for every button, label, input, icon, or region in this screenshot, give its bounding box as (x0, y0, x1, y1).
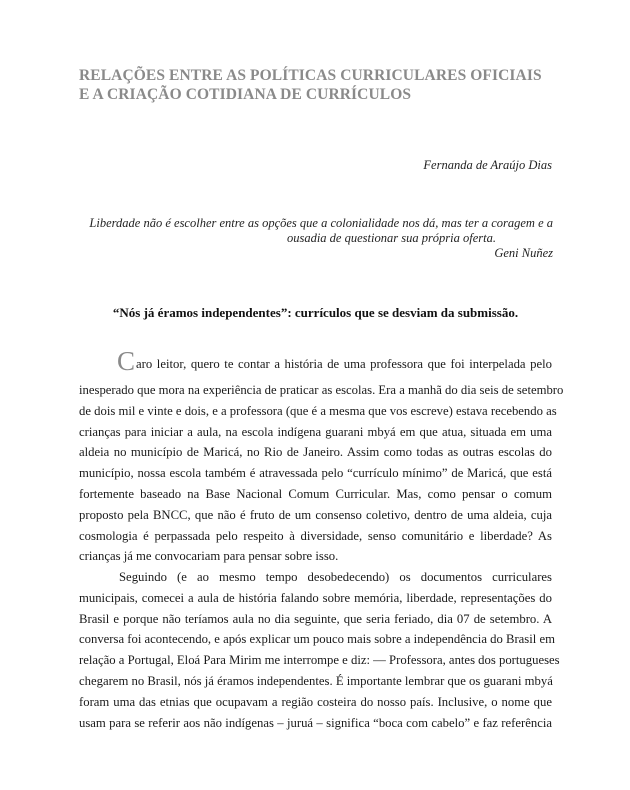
epigraph (80, 216, 553, 261)
paragraph-1 (79, 380, 564, 567)
paragraph-line: aldeia no município de Maricá, no Rio de Janeiro. Assim como todas as outras escolas do (79, 445, 552, 460)
title-line-1: RELAÇÕES ENTRE AS POLÍTICAS CURRICULARES OFICIAIS (79, 67, 542, 84)
paragraph-line: foram uma das etnias que ocupavam a região costeira do nosso país. Inclusive, o nome que (79, 694, 552, 709)
epigraph-line-2: ousadia de questionar sua própria oferta. (286, 231, 497, 245)
paragraph-line: crianças já me convocariam para pensar sobre isso. (79, 549, 339, 564)
author-name: Fernanda de Araújo Dias (423, 158, 552, 172)
paragraph-line: município, nossa escola também é atravessada pelo “currículo mínimo” de Maricá, que está (79, 466, 552, 481)
drop-cap: C (117, 346, 136, 376)
paragraph-1-first-line (117, 346, 552, 379)
epigraph-source: Geni Nuñez (494, 246, 553, 260)
paragraph-line: Seguindo (e ao mesmo tempo desobedecendo) os documentos curriculares (119, 570, 552, 584)
epigraph-line-1: Liberdade não é escolher entre as opções que a colonialidade nos dá, mas ter a coragem e a (89, 216, 553, 230)
paragraph-line: de dois mil e vinte e dois, e a professora (que é a mesma que vos escreve) estava recebendo as (79, 403, 557, 418)
first-line-text: aro leitor, quero te contar a história de uma professora que foi interpelada pelo (136, 357, 552, 371)
paragraph-2 (79, 567, 560, 733)
paragraph-line: cosmologia é perpassada pelo respeito à diversidade, senso comunitário e liberdade? As (79, 528, 552, 543)
document-title (79, 66, 569, 104)
paragraph-line: Brasil e porque não teríamos aula no dia seguinte, que seria feriado, dia 07 de setembro. A (79, 611, 552, 626)
paragraph-line: proposto pela BNCC, que não é fruto de um consenso coletivo, dentro de uma aldeia, cuja (79, 507, 552, 522)
paragraph-line: conversa foi acontecendo, e após explicar um pouco mais sobre a independência do Brasil em (79, 632, 555, 647)
paragraph-line: relação a Portugal, Eloá Para Mirim me interrompe e diz: — Professora, antes dos portugueses (79, 653, 560, 668)
paragraph-line: inesperado que mora na experiência de praticar as escolas. Era a manhã do dia seis de setembro (79, 383, 564, 397)
title-line-2: E A CRIAÇÃO COTIDIANA DE CURRÍCULOS (79, 86, 412, 103)
paragraph-line: crianças para iniciar a aula, na escola indígena guarani mbyá em que atua, situada em uma (79, 424, 552, 439)
section-subtitle: “Nós já éramos independentes”: currículos que se desviam da submissão. (112, 305, 519, 320)
paragraph-line: usam para se referir aos não indígenas – juruá – significa “boca com cabelo” e faz referência (79, 715, 552, 730)
paragraph-line: fortemente baseado na Base Nacional Comum Curricular. Mas, como pensar o comum (79, 486, 552, 501)
paragraph-line: municipais, comecei a aula de história falando sobre memória, liberdade, representações do (79, 590, 552, 605)
paragraph-line: chegarem no Brasil, nós já éramos independentes. É importante lembrar que os guarani mbyá (79, 673, 553, 688)
